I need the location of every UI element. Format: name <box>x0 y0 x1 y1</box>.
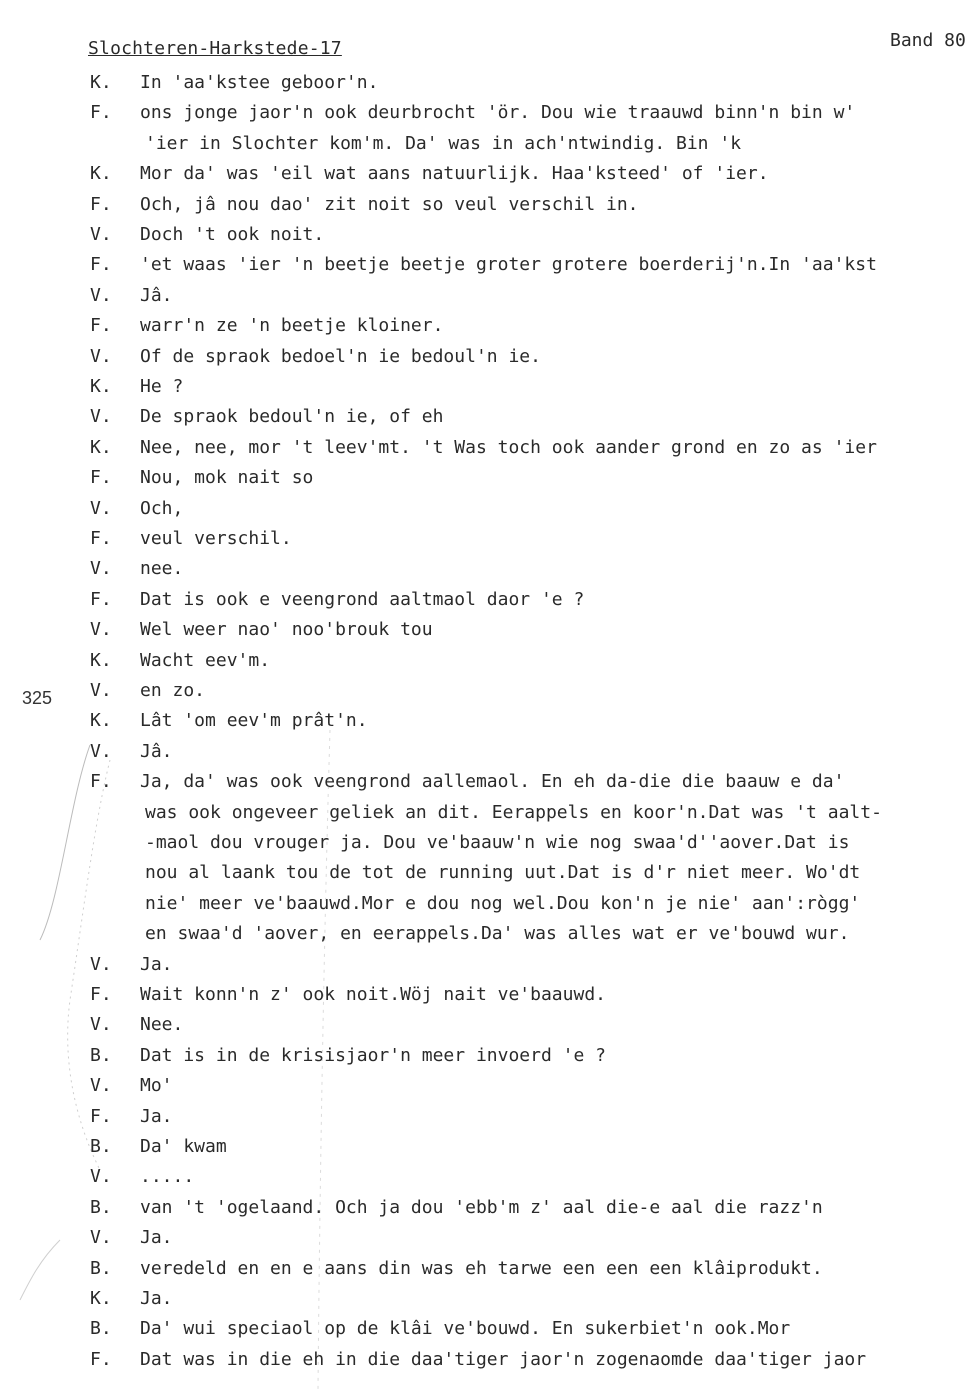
transcript-line <box>0 163 979 189</box>
utterance-text: Jâ. <box>140 740 173 762</box>
utterance-text: Ja. <box>140 1288 173 1309</box>
utterance-text: Wacht eev'm. <box>140 649 271 671</box>
transcript-line <box>0 467 979 493</box>
utterance-text: Of de spraok bedoel'n ie bedoul'n ie. <box>140 345 541 367</box>
speaker-label: F. <box>90 771 112 793</box>
speaker-label: V. <box>90 1227 112 1249</box>
band-label: Band 80 <box>890 30 966 51</box>
transcript-line <box>0 1014 979 1040</box>
utterance-text: Och, jâ nou dao' zit noit so veul verschil in. <box>140 193 639 215</box>
utterance-text: Och, <box>140 497 184 519</box>
speaker-label: V. <box>90 680 112 701</box>
transcript-line <box>0 710 979 736</box>
transcript-line <box>0 893 979 919</box>
utterance-text: Nou, mok nait so <box>140 467 314 489</box>
speaker-label: F. <box>90 1348 112 1370</box>
utterance-text: ..... <box>140 1166 195 1188</box>
transcript-line <box>0 224 979 250</box>
transcript-line <box>0 102 979 128</box>
utterance-text: Nee. <box>140 1014 184 1036</box>
speaker-label: B. <box>90 1044 112 1066</box>
transcript-line <box>0 1166 979 1192</box>
utterance-text: De spraok bedoul'n ie, of eh <box>140 406 444 428</box>
transcript-line <box>0 1349 979 1375</box>
transcript-line <box>0 741 979 767</box>
transcript-line <box>0 315 979 341</box>
utterance-text: Da' kwam <box>140 1136 227 1157</box>
transcript-line <box>0 802 979 828</box>
transcript-line <box>0 406 979 432</box>
speaker-label: B. <box>90 1136 112 1157</box>
page-title: Slochteren-Harkstede-17 <box>88 38 342 59</box>
transcript-line <box>0 923 979 949</box>
speaker-label: K. <box>90 1288 112 1309</box>
utterance-text: Lât 'om eev'm prât'n. <box>140 710 368 732</box>
transcript-line <box>0 346 979 372</box>
utterance-text: nie' meer ve'baauwd.Mor e dou nog wel.Dou kon'n je nie' aan':rògg' <box>145 892 861 914</box>
speaker-label: K. <box>90 649 112 671</box>
utterance-text: veul verschil. <box>140 528 292 549</box>
speaker-label: V. <box>90 406 112 428</box>
utterance-text: Dat is in de krisisjaor'n meer invoerd 'e ? <box>140 1044 606 1066</box>
transcript-line <box>0 72 979 98</box>
utterance-text: Ja. <box>140 1227 173 1249</box>
transcript-line <box>0 1258 979 1284</box>
transcript-line <box>0 285 979 311</box>
utterance-text: Doch 't ook noit. <box>140 224 325 245</box>
utterance-text: -maol dou vrouger ja. Dou ve'baauw'n wie nog swaa'd''aover.Dat is <box>145 832 850 853</box>
transcript-line <box>0 528 979 554</box>
speaker-label: V. <box>90 953 112 975</box>
utterance-text: ons jonge jaor'n ook deurbrocht 'ör. Dou wie traauwd binn'n bin w' <box>140 102 856 124</box>
speaker-label: F. <box>90 467 112 489</box>
speaker-label: F. <box>90 588 112 610</box>
speaker-label: K. <box>90 436 112 458</box>
utterance-text: Mor da' was 'eil wat aans natuurlijk. Haa'ksteed' of 'ier. <box>140 163 769 185</box>
speaker-label: F. <box>90 254 112 276</box>
speaker-label: F. <box>90 1105 112 1127</box>
transcript-line <box>0 832 979 858</box>
speaker-label: F. <box>90 102 112 124</box>
transcript-line <box>0 1075 979 1101</box>
transcript-line <box>0 1136 979 1162</box>
speaker-label: K. <box>90 72 112 93</box>
transcript-line <box>0 862 979 888</box>
transcript-line <box>0 1106 979 1132</box>
utterance-text: nou al laank tou de tot de running uut.Dat is d'r niet meer. Wo'dt <box>145 862 861 884</box>
transcript-line <box>0 1197 979 1223</box>
utterance-text: 'et waas 'ier 'n beetje beetje groter grotere boerderij'n.In 'aa'kst <box>140 254 877 276</box>
transcript-line <box>0 619 979 645</box>
transcript-line <box>0 376 979 402</box>
utterance-text: Ja, da' was ook veengrond aallemaol. En eh da-die die baauw e da' <box>140 771 845 793</box>
transcript-line <box>0 437 979 463</box>
utterance-text: Mo' <box>140 1075 173 1097</box>
speaker-label: B. <box>90 1257 112 1279</box>
transcript-line <box>0 133 979 159</box>
utterance-text: van 't 'ogelaand. Och ja dou 'ebb'm z' aal die-e aal die razz'n <box>140 1196 823 1218</box>
speaker-label: V. <box>90 497 112 519</box>
transcript-line <box>0 194 979 220</box>
transcript-line <box>0 680 979 706</box>
utterance-text: Dat is ook e veengrond aaltmaol daor 'e ? <box>140 588 585 610</box>
transcript-line <box>0 1045 979 1071</box>
speaker-label: K. <box>90 710 112 732</box>
transcript-line <box>0 771 979 797</box>
transcript-line <box>0 498 979 524</box>
utterance-text: Ja. <box>140 953 173 975</box>
transcript-line <box>0 954 979 980</box>
speaker-label: V. <box>90 558 112 580</box>
utterance-text: warr'n ze 'n beetje kloiner. <box>140 315 444 337</box>
transcript-line <box>0 1318 979 1344</box>
speaker-label: V. <box>90 1166 112 1188</box>
speaker-label: V. <box>90 740 112 762</box>
speaker-label: V. <box>90 1014 112 1036</box>
speaker-label: B. <box>90 1196 112 1218</box>
speaker-label: V. <box>90 345 112 367</box>
utterance-text: was ook ongeveer geliek an dit. Eerappels en koor'n.Dat was 't aalt- <box>145 801 882 823</box>
utterance-text: Jâ. <box>140 284 173 306</box>
speaker-label: F. <box>90 193 112 215</box>
speaker-label: V. <box>90 284 112 306</box>
utterance-text: Da' wui speciaol op de klâi ve'bouwd. En sukerbiet'n ook.Mor <box>140 1318 791 1340</box>
utterance-text: He ? <box>140 376 184 397</box>
speaker-label: V. <box>90 1075 112 1097</box>
speaker-label: B. <box>90 1318 112 1340</box>
utterance-text: Nee, nee, mor 't leev'mt. 't Was toch ook aander grond en zo as 'ier <box>140 436 877 458</box>
transcript-line <box>0 650 979 676</box>
utterance-text: en swaa'd 'aover, en eerappels.Da' was alles wat er ve'bouwd wur. <box>145 923 850 945</box>
speaker-label: K. <box>90 376 112 397</box>
transcript-line <box>0 589 979 615</box>
speaker-label: V. <box>90 619 112 641</box>
speaker-label: V. <box>90 224 112 245</box>
utterance-text: en zo. <box>140 680 206 701</box>
utterance-text: Dat was in die eh in die daa'tiger jaor'n zogenaomde daa'tiger jaor <box>140 1348 867 1370</box>
speaker-label: F. <box>90 528 112 549</box>
transcript-line <box>0 1227 979 1253</box>
speaker-label: F. <box>90 315 112 337</box>
utterance-text: Wel weer nao' noo'brouk tou <box>140 619 433 641</box>
transcript-line <box>0 1288 979 1314</box>
margin-note: 325 <box>22 688 53 708</box>
speaker-label: F. <box>90 984 112 1005</box>
transcript-line <box>0 254 979 280</box>
utterance-text: nee. <box>140 558 184 580</box>
utterance-text: In 'aa'kstee geboor'n. <box>140 72 379 93</box>
utterance-text: Ja. <box>140 1105 173 1127</box>
speaker-label: K. <box>90 163 112 185</box>
utterance-text: Wait konn'n z' ook noit.Wöj nait ve'baauwd. <box>140 984 606 1005</box>
utterance-text: veredeld en en e aans din was eh tarwe een een een klâiprodukt. <box>140 1257 823 1279</box>
utterance-text: 'ier in Slochter kom'm. Da' was in ach'ntwindig. Bin 'k <box>145 132 742 154</box>
transcript-line <box>0 984 979 1010</box>
transcript-line <box>0 558 979 584</box>
